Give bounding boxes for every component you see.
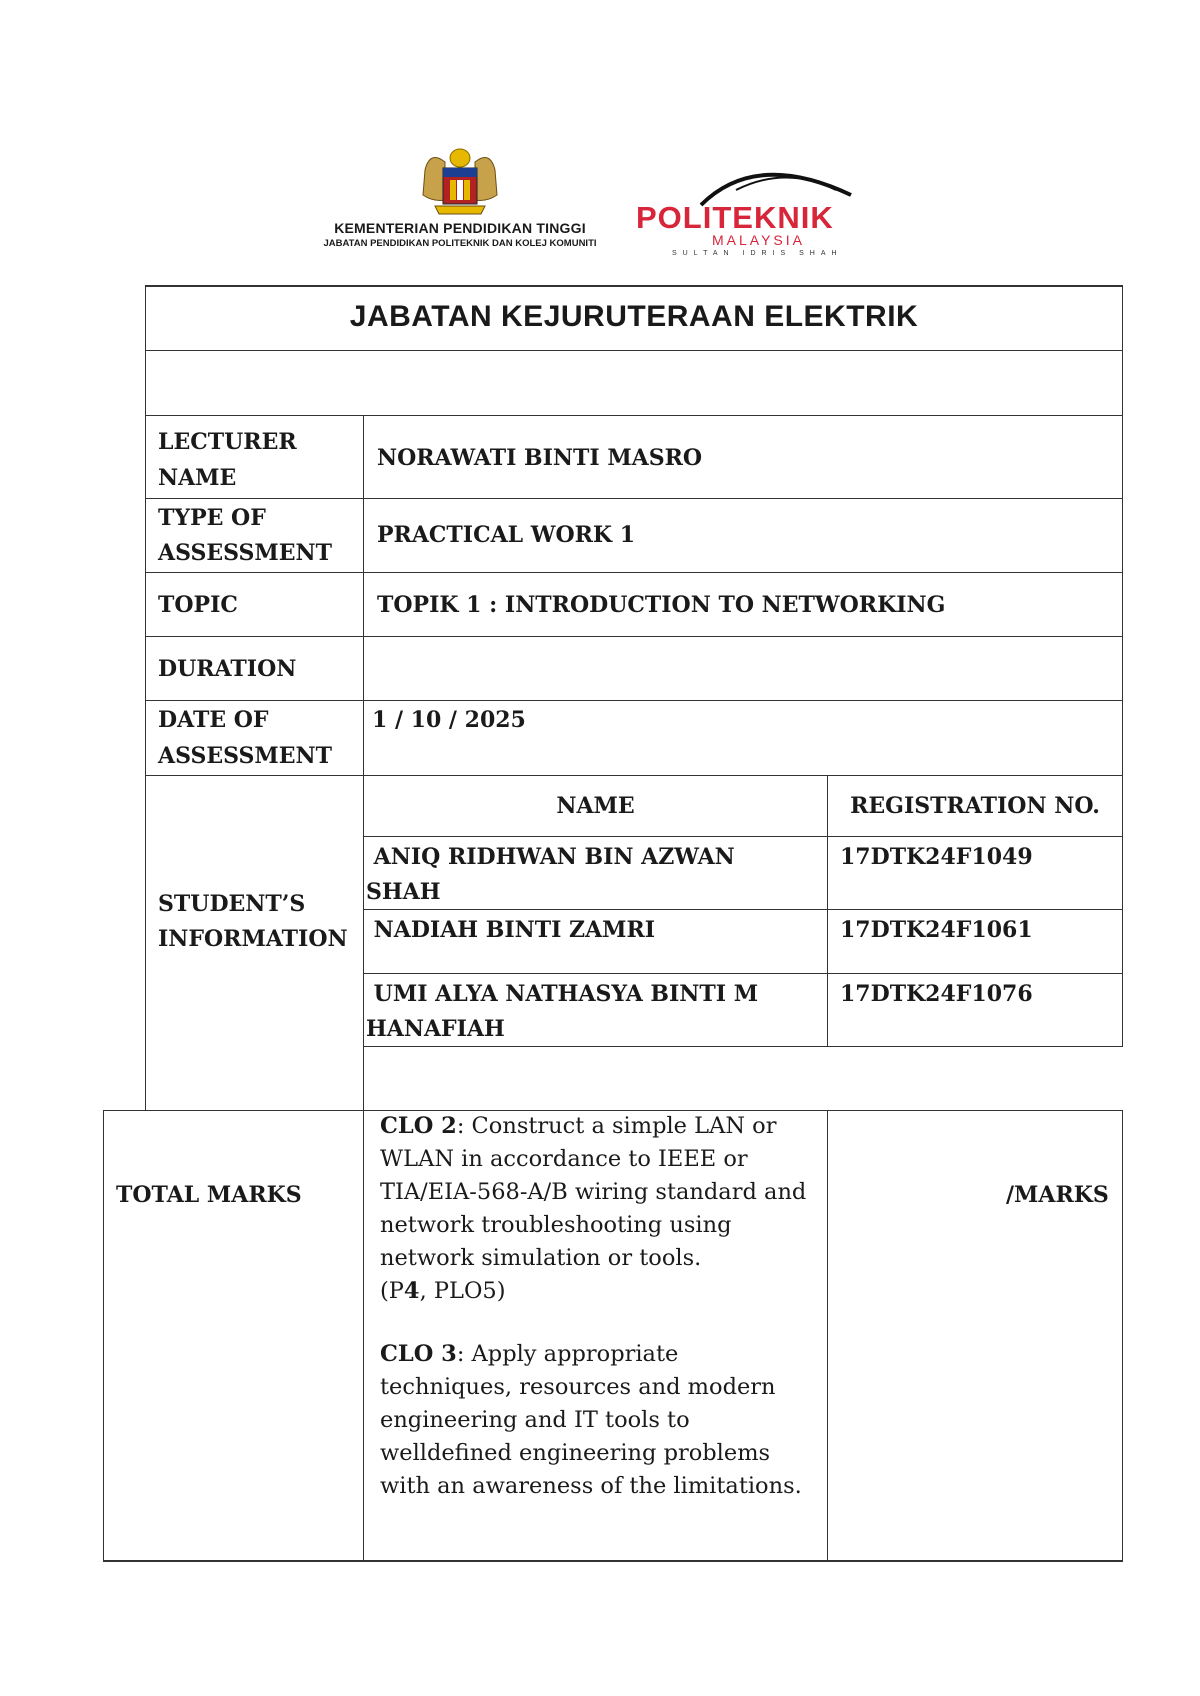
ministry-name: KEMENTERIAN PENDIDIKAN TINGGI [334, 220, 586, 236]
total-marks-label: TOTAL MARKS [116, 1182, 302, 1208]
assessment-type: PRACTICAL WORK 1 [377, 522, 636, 548]
clo-description [380, 1110, 810, 1503]
logo-sub: MALAYSIA [712, 232, 805, 248]
column-header-registration: REGISTRATION NO. [850, 793, 1100, 819]
clo3-text: : Apply appropriate techniques, resources and modern engineering and IT tools to welldefined engineering problems with an awareness of the limitations. [380, 1341, 802, 1499]
logo-sub2: SULTAN IDRIS SHAH [672, 250, 843, 257]
student-name-line2: HANAFIAH [366, 1016, 505, 1042]
politeknik-logo [636, 160, 886, 260]
date-label-line2: ASSESSMENT [158, 743, 333, 769]
student-label-line2: INFORMATION [158, 926, 348, 952]
clo2-heading: CLO 2 [380, 1113, 457, 1139]
clo2-ref-b: 4 [403, 1278, 420, 1304]
type-label-line1: TYPE OF [158, 505, 266, 531]
lecturer-label-line2: NAME [158, 465, 237, 491]
student-registration: 17DTK24F1076 [840, 981, 1033, 1007]
clo3-paragraph [380, 1338, 810, 1503]
student-registration: 17DTK24F1049 [840, 844, 1033, 870]
department-name: JABATAN PENDIDIKAN POLITEKNIK DAN KOLEJ KOMUNITI [323, 238, 597, 249]
topic-label: TOPIC [158, 592, 238, 618]
student-name-line1: ANIQ RIDHWAN BIN AZWAN [366, 844, 735, 870]
ministry-logo [280, 140, 640, 260]
clo2-ref-a: (P [380, 1278, 404, 1304]
type-label-line2: ASSESSMENT [158, 540, 333, 566]
clo3-heading: CLO 3 [380, 1341, 457, 1367]
student-label-line1: STUDENT’S [158, 891, 306, 917]
logo-name: POLITEKNIK [636, 200, 834, 235]
topic-value: TOPIK 1 : INTRODUCTION TO NETWORKING [377, 592, 946, 618]
lecturer-label-line1: LECTURER [158, 429, 297, 455]
duration-label: DURATION [158, 656, 297, 682]
clo2-paragraph [380, 1110, 810, 1308]
student-registration: 17DTK24F1061 [840, 917, 1033, 943]
marks-field: /MARKS [1006, 1182, 1109, 1208]
date-label-line1: DATE OF [158, 707, 269, 733]
student-name-line2: SHAH [366, 879, 441, 905]
clo2-ref-c: , PLO5) [419, 1278, 506, 1304]
clo2-text: : Construct a simple LAN or WLAN in accordance to IEEE or TIA/EIA-568-A/B wiring standard and network troubleshooting using network simulation or tools. [380, 1113, 807, 1271]
lecturer-name: NORAWATI BINTI MASRO [377, 445, 703, 471]
student-name-line1: NADIAH BINTI ZAMRI [366, 917, 656, 943]
malaysia-crest-icon [405, 140, 515, 218]
form-title: JABATAN KEJURUTERAAN ELEKTRIK [349, 300, 919, 333]
column-header-name: NAME [556, 793, 635, 819]
assessment-date: 1 / 10 / 2025 [372, 707, 526, 733]
student-name-line1: UMI ALYA NATHASYA BINTI M [366, 981, 759, 1007]
